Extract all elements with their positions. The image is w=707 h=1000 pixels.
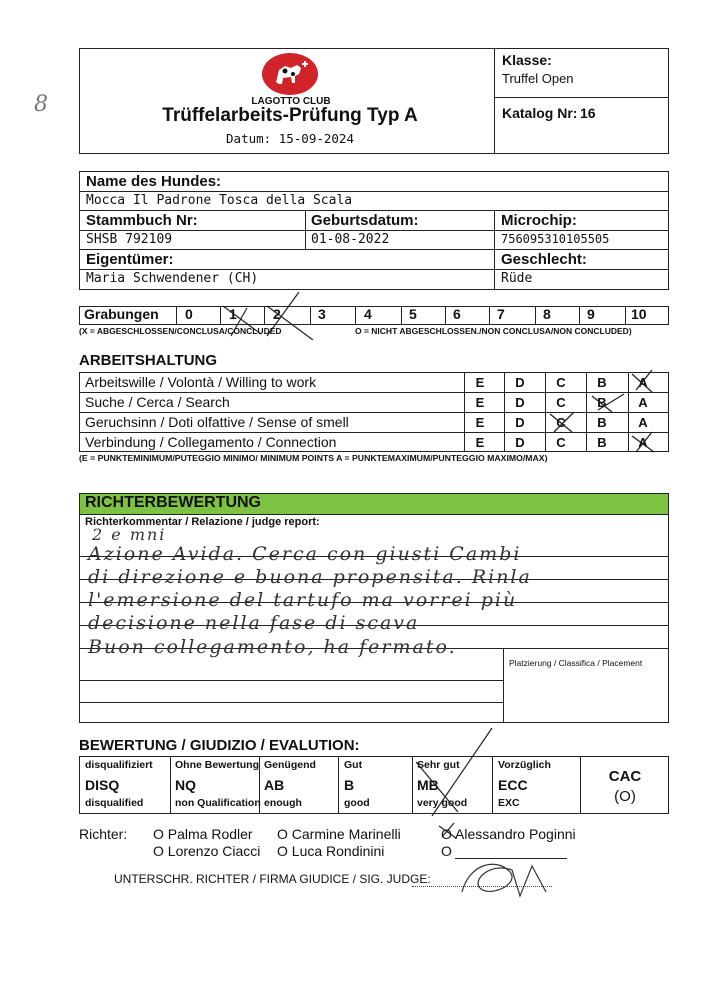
eval-sub: non Qualification (175, 797, 261, 809)
geruchsinn-label: Geruchsinn / Doti olfattive / Sense of smell (85, 414, 349, 430)
sex-value: Rüde (501, 271, 533, 286)
bewertung-title: BEWERTUNG / GIUDIZIO / EVALUTION: (79, 737, 360, 754)
grabungen-row (79, 306, 669, 325)
grade-cell: A (638, 375, 648, 390)
suche-label: Suche / Cerca / Search (85, 394, 230, 410)
grade-cell: A (638, 395, 648, 410)
cac-label: CAC (608, 768, 642, 785)
grade-cell: A (638, 435, 648, 450)
grade-cell: D (515, 375, 525, 390)
klasse-label: Klasse: (502, 52, 552, 68)
eval-code: MB (417, 777, 439, 793)
eval-head: Ohne Bewertung (175, 759, 260, 771)
grabung-0: 0 (185, 306, 193, 322)
margin-note: 8 (34, 92, 50, 117)
arbeitshaltung-title: ARBEITSHALTUNG (79, 352, 218, 369)
grade-cell: C (556, 395, 566, 410)
eval-head: Genügend (264, 759, 316, 771)
grabung-9: 9 (587, 306, 595, 322)
eval-code: DISQ (85, 777, 120, 793)
judge-check-mark (436, 820, 462, 842)
grabung-1: 1 (229, 306, 237, 322)
grade-cell: A (638, 415, 648, 430)
katalog-label: Katalog Nr: (502, 105, 578, 121)
grade-cell: C (556, 415, 566, 430)
owner-label: Eigentümer: (86, 251, 174, 268)
eval-code: NQ (175, 777, 196, 793)
judge-option[interactable]: O (441, 843, 452, 859)
richter-subtitle: Richterkommentar / Relazione / judge report: (85, 516, 320, 528)
grade-cross-marks (540, 368, 665, 458)
arbeitswille-label: Arbeitswille / Volontà / Willing to work (85, 374, 317, 390)
grabungen-label: Grabungen (84, 306, 159, 322)
grade-cell: E (475, 435, 485, 450)
grade-cell: E (475, 415, 485, 430)
stammbuch-value: SHSB 792109 (86, 232, 173, 247)
judge-comment-line: l'emersione del tartufo ma vorrei più (88, 589, 518, 611)
grade-cell: B (597, 395, 607, 410)
judge-option[interactable]: O Luca Rondinini (277, 843, 385, 859)
eval-sub: very good (417, 797, 468, 809)
grabung-10: 10 (631, 306, 647, 322)
grade-cell: C (556, 435, 566, 450)
judge-signature (450, 852, 560, 902)
chip-label: Microchip: (501, 212, 577, 229)
eval-head: disqualifiziert (85, 759, 153, 771)
grabung-8: 8 (543, 306, 551, 322)
grabung-5: 5 (409, 306, 417, 322)
eval-sub: disqualified (85, 797, 144, 809)
eval-head: Vorzüglich (498, 759, 551, 771)
stammbuch-label: Stammbuch Nr: (86, 212, 198, 229)
grade-cell: D (515, 415, 525, 430)
grade-cell: B (597, 415, 607, 430)
club-name: LAGOTTO CLUB (251, 96, 331, 107)
grade-cell: B (597, 435, 607, 450)
eval-code: AB (264, 777, 285, 793)
grabung-2: 2 (273, 306, 281, 322)
eval-sub: enough (264, 797, 302, 809)
judge-comment-line: 2 e mni (92, 525, 167, 544)
dog-name-value: Mocca Il Padrone Tosca della Scala (86, 193, 353, 208)
eval-head: Gut (344, 759, 363, 771)
chip-value: 756095310105505 (501, 232, 610, 246)
evaluation-cross-mark (410, 720, 500, 820)
judge-comment-line: Azione Avida. Cerca con giusti Cambi (88, 543, 522, 565)
eval-code: ECC (498, 777, 528, 793)
judge-comment-line: Buon collegamento, ha fermato. (88, 636, 457, 658)
katalog-value: 16 (580, 105, 596, 121)
judge-option[interactable]: O Carmine Marinelli (277, 826, 401, 842)
judges-label: Richter: (79, 826, 128, 842)
signature-label: UNTERSCHR. RICHTER / FIRMA GIUDICE / SIG. JUDGE: (114, 872, 431, 886)
grabung-7: 7 (497, 306, 505, 322)
eval-head: Sehr gut (417, 759, 460, 771)
eval-sub: good (344, 797, 370, 809)
judge-comment-line: decisione nella fase di scava (88, 612, 420, 634)
verbindung-label: Verbindung / Collegamento / Connection (85, 434, 337, 450)
eval-sub: EXC (498, 797, 520, 809)
judge-option[interactable]: O Palma Rodler (153, 826, 253, 842)
owner-value: Maria Schwendener (CH) (86, 271, 259, 286)
grade-cell: C (556, 375, 566, 390)
page-title: Trüffelarbeits-Prüfung Typ A (162, 105, 418, 126)
judge-comment-line: di direzione e buona propensita. Rinla (88, 566, 532, 588)
lagotto-logo-icon (261, 52, 319, 96)
sex-label: Geschlecht: (501, 251, 587, 268)
klasse-value: Truffel Open (502, 71, 574, 86)
cac-option: (O) (614, 788, 636, 805)
geburt-label: Geburtsdatum: (311, 212, 419, 229)
dog-name-label: Name des Hundes: (86, 173, 222, 190)
eval-code: B (344, 777, 355, 793)
judge-option[interactable]: O Lorenzo Ciacci (153, 843, 261, 859)
grabung-6: 6 (453, 306, 461, 322)
grade-cell: E (475, 375, 485, 390)
arbeitshaltung-legend: (E = PUNKTEMINIMUM/PUTEGGIO MINIMO/ MINIMUM POINTS A = PUNKTEMAXIMUM/PUNTEGGIO MAXIMO/MAX) (79, 453, 548, 463)
grade-cell: E (475, 395, 485, 410)
grabungen-legend-right: O = NICHT ABGESCHLOSSEN./NON CONCLUSA/NON CONCLUDED) (355, 326, 632, 336)
exam-date: Datum: 15-09-2024 (226, 131, 354, 146)
geburt-value: 01-08-2022 (311, 232, 390, 247)
grabung-3: 3 (318, 306, 326, 322)
grade-cell: D (515, 395, 525, 410)
richter-title: RICHTERBEWERTUNG (85, 494, 261, 511)
judge-option[interactable]: O Alessandro Poginni (441, 826, 576, 842)
grade-cell: D (515, 435, 525, 450)
placement-label: Platzierung / Classifica / Placement (509, 658, 643, 668)
grabung-4: 4 (364, 306, 372, 322)
grade-cell: B (597, 375, 607, 390)
grabungen-legend-left: (X = ABGESCHLOSSEN/CONCLUSA/CONCLUDED (79, 326, 282, 336)
